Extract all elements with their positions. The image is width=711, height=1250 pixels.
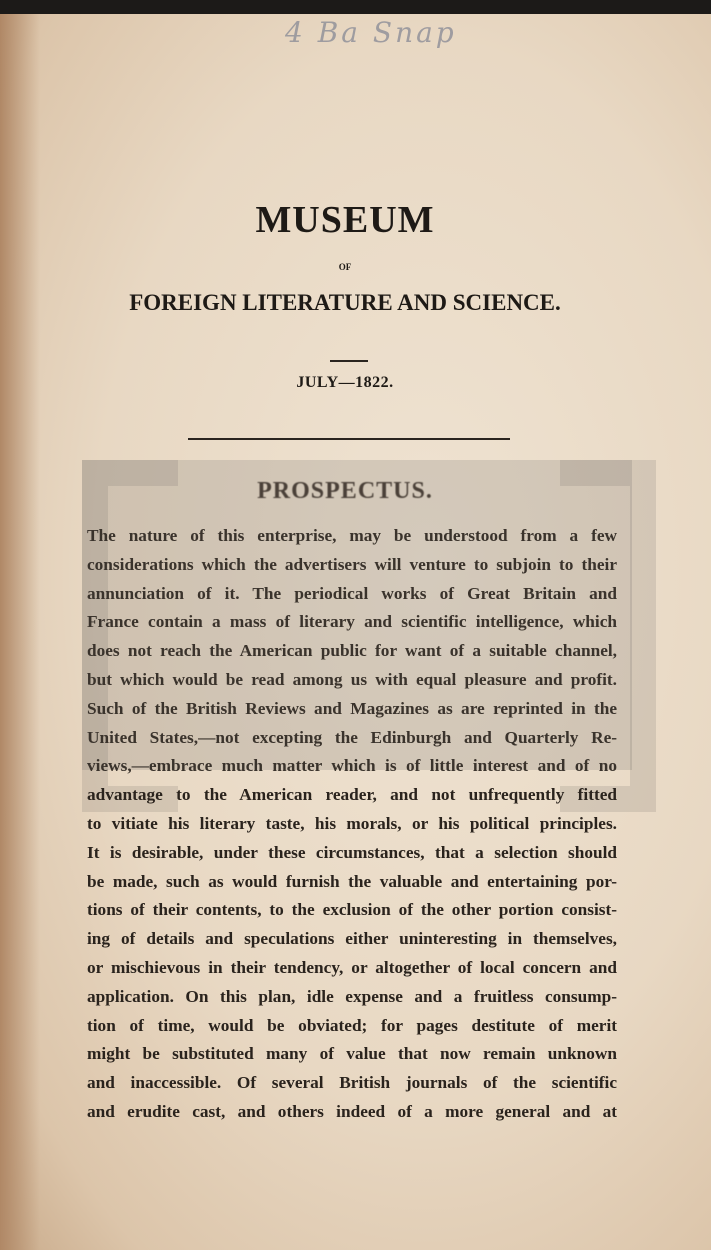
long-divider bbox=[188, 438, 510, 440]
text-line: ing of details and speculations either uninteresting in themselves, bbox=[87, 929, 617, 949]
short-divider bbox=[330, 360, 368, 362]
title-of: OF bbox=[338, 262, 352, 272]
text-line: and erudite cast, and others indeed of a more general and at bbox=[87, 1101, 617, 1121]
handwritten-note: 4 Ba Snap bbox=[285, 16, 457, 49]
text-line: tion of time, would be obviated; for pages destitute of merit bbox=[87, 1015, 617, 1035]
text-line: France contain a mass of literary and scientific intelligence, which bbox=[87, 612, 617, 632]
text-line: United States,—not excepting the Edinburgh and Quarterly Re- bbox=[87, 727, 617, 747]
section-heading: PROSPECTUS. bbox=[257, 478, 433, 504]
text-line: The nature of this enterprise, may be understood from a few bbox=[87, 526, 617, 545]
text-line: to vitiate his literary taste, his morals, or his political principles. bbox=[87, 813, 617, 833]
text-line: but which would be read among us with equal pleasure and profit. bbox=[87, 669, 617, 689]
text-line: advantage to the American reader, and not unfrequently fitted bbox=[87, 785, 617, 805]
journal-title: MUSEUM bbox=[255, 199, 435, 241]
text-line: tions of their contents, to the exclusion of the other portion consist- bbox=[87, 900, 617, 920]
text-line: be made, such as would furnish the valuable and entertaining por- bbox=[87, 871, 617, 891]
issue-date: JULY—1822. bbox=[296, 374, 394, 391]
text-line: annunciation of it. The periodical works of Great Britain and bbox=[87, 583, 617, 603]
journal-subtitle: FOREIGN LITERATURE AND SCIENCE. bbox=[129, 290, 561, 315]
body-text bbox=[87, 522, 617, 1127]
text-line: It is desirable, under these circumstances, that a selection should bbox=[87, 842, 617, 862]
text-line: does not reach the American public for want of a suitable channel, bbox=[87, 641, 617, 661]
text-line: and inaccessible. Of several British journals of the scientific bbox=[87, 1073, 617, 1093]
text-line: or mischievous in their tendency, or altogether of local concern and bbox=[87, 957, 617, 977]
text-line: considerations which the advertisers will venture to subjoin to their bbox=[87, 554, 617, 574]
text-line: might be substituted many of value that now remain unknown bbox=[87, 1044, 617, 1064]
text-line: application. On this plan, idle expense and a fruitless consump- bbox=[87, 986, 617, 1006]
text-line: Such of the British Reviews and Magazines as are reprinted in the bbox=[87, 698, 617, 718]
text-line: views,—embrace much matter which is of little interest and of no bbox=[87, 756, 617, 776]
